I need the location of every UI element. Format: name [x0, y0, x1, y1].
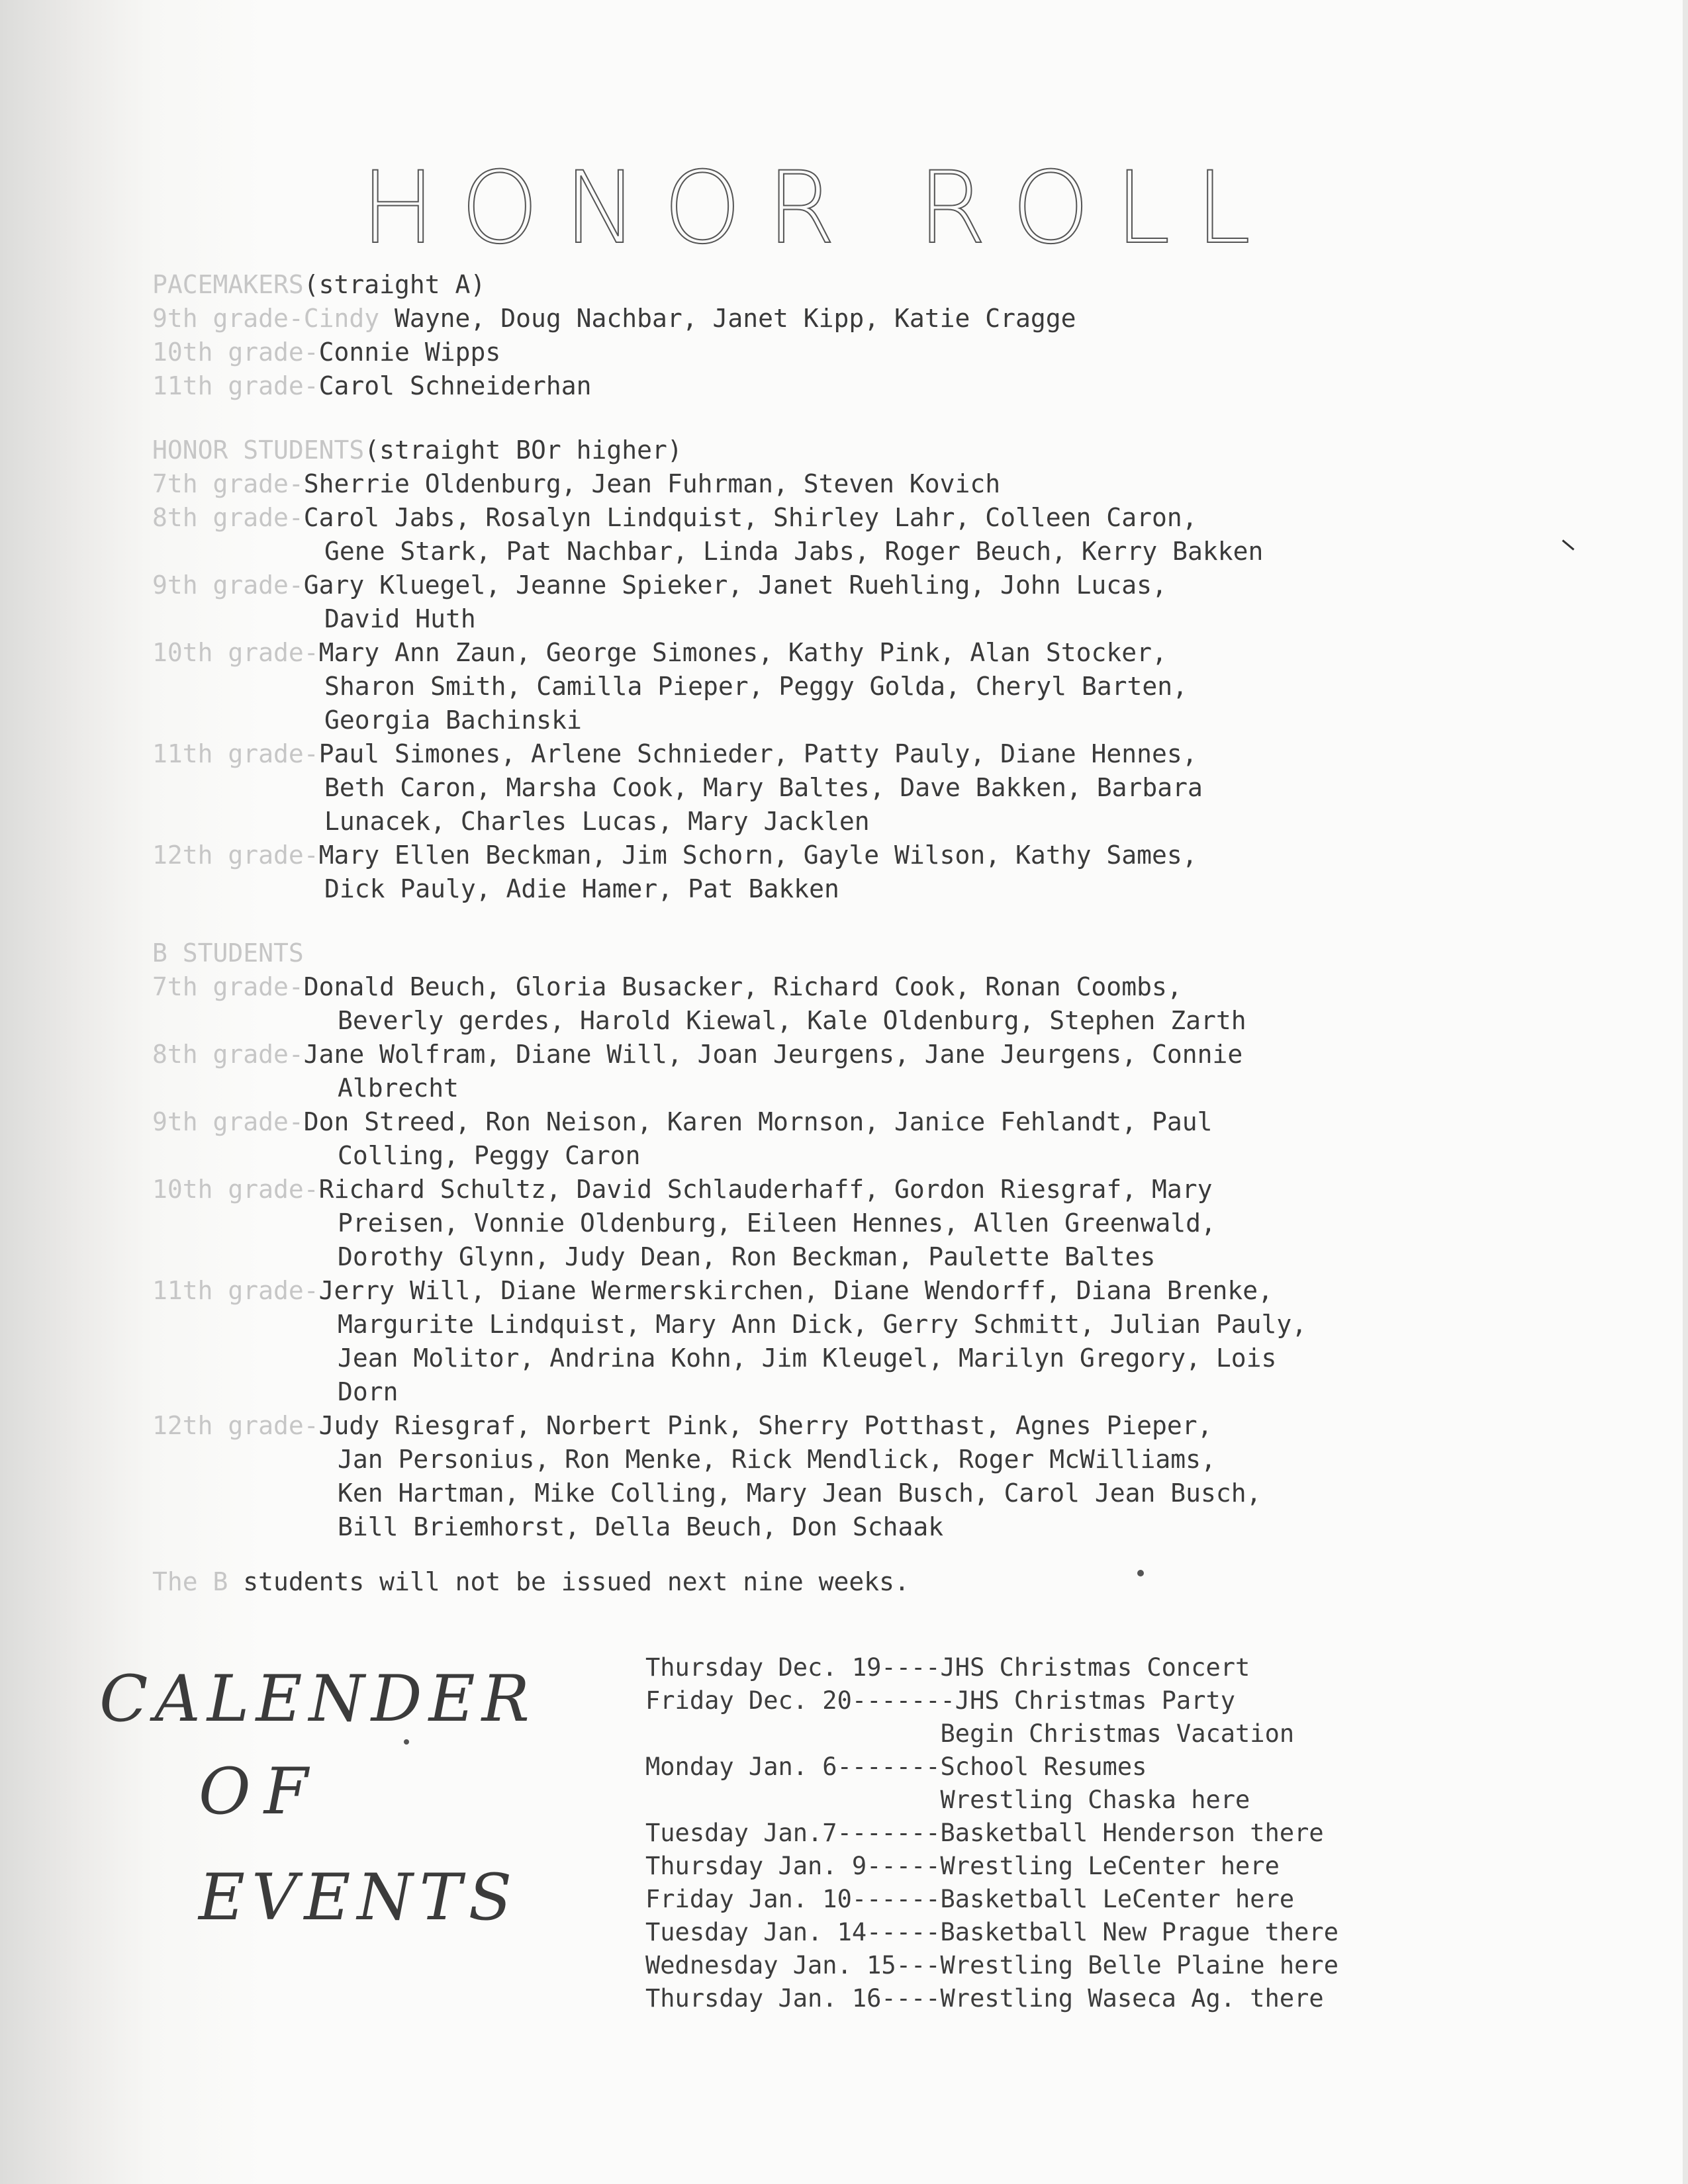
grade-label: 10th grade- [152, 338, 319, 367]
names-text: Gene Stark, Pat Nachbar, Linda Jabs, Roger Beuch, Kerry Bakken [324, 537, 1264, 566]
list-item [152, 636, 1263, 670]
names-text: Beth Caron, Marsha Cook, Mary Baltes, Dave Bakken, Barbara [324, 773, 1203, 802]
names-text: Jane Wolfram, Diane Will, Joan Jeurgens, Jane Jeurgens, Connie [303, 1040, 1243, 1069]
grade-label: 12th grade- [152, 1411, 319, 1440]
names-text: Preisen, Vonnie Oldenburg, Eileen Hennes, Allen Greenwald, [338, 1208, 1216, 1238]
list-item [152, 1173, 1307, 1206]
b-groups [152, 970, 1307, 1544]
page-title: HONOR ROLL [361, 151, 1276, 266]
event-item: Thursday Dec. 19----JHS Christmas Concert [645, 1653, 1250, 1682]
event-item: Thursday Jan. 16----Wrestling Waseca Ag. there [645, 1984, 1324, 2013]
list-item [152, 569, 1263, 602]
list-item [152, 501, 1263, 535]
ink-spot [404, 1739, 409, 1745]
b-students-section [152, 936, 1307, 1544]
grade-label: 7th grade- [152, 972, 304, 1001]
names-text: Judy Riesgraf, Norbert Pink, Sherry Potthast, Agnes Pieper, [318, 1411, 1213, 1440]
grade-label: 8th grade- [152, 1040, 304, 1069]
heading-faint-text: HONOR STUDENTS [152, 435, 365, 465]
list-item [152, 602, 1263, 636]
event-item: Begin Christmas Vacation [645, 1719, 1295, 1748]
list-item [152, 737, 1263, 771]
grade-label: 12th grade- [152, 841, 319, 870]
list-item [152, 535, 1263, 569]
list-item [152, 1240, 1307, 1274]
event-item: Wrestling Chaska here [645, 1786, 1250, 1814]
names-text: Jerry Will, Diane Wermerskirchen, Diane Wendorff, Diana Brenke, [318, 1276, 1273, 1305]
list-item [152, 1375, 1307, 1409]
section-heading [152, 936, 1307, 970]
names-text: Lunacek, Charles Lucas, Mary Jacklen [324, 807, 870, 836]
grade-label: 9th grade-Cindy [152, 304, 395, 333]
names-text: Jean Molitor, Andrina Kohn, Jim Kleugel, Marilyn Gregory, Lois [338, 1343, 1277, 1373]
list-item [152, 1139, 1307, 1173]
list-item [152, 1342, 1307, 1375]
names-text: Dick Pauly, Adie Hamer, Pat Bakken [324, 874, 839, 903]
names-text: Bill Briemhorst, Della Beuch, Don Schaak [338, 1512, 944, 1541]
list-item [152, 336, 1076, 369]
honor-groups [152, 467, 1263, 906]
names-text: Paul Simones, Arlene Schnieder, Patty Pauly, Diane Hennes, [318, 739, 1197, 768]
names-text: Jan Personius, Ron Menke, Rick Mendlick, Roger McWilliams, [338, 1445, 1216, 1474]
list-item [152, 1038, 1307, 1071]
event-item: Wednesday Jan. 15---Wrestling Belle Plaine here [645, 1951, 1338, 1979]
event-item: Friday Dec. 20-------JHS Christmas Party [645, 1686, 1236, 1715]
calendar-of-events-label [93, 1648, 596, 1952]
heading-faint-text: B STUDENTS [152, 938, 304, 968]
names-text: Sherrie Oldenburg, Jean Fuhrman, Steven Kovich [303, 469, 1001, 498]
list-item [152, 670, 1263, 704]
names-text: Donald Beuch, Gloria Busacker, Richard Cook, Ronan Coombs, [303, 972, 1182, 1001]
section-heading [152, 433, 1263, 467]
names-text: Margurite Lindquist, Mary Ann Dick, Gerry Schmitt, Julian Pauly, [338, 1310, 1307, 1339]
names-text: Gary Kluegel, Jeanne Spieker, Janet Ruehling, John Lucas, [303, 570, 1167, 600]
list-item [152, 1510, 1307, 1544]
grade-label: 7th grade- [152, 469, 304, 498]
names-text: Ken Hartman, Mike Colling, Mary Jean Busch, Carol Jean Busch, [338, 1479, 1262, 1508]
section-heading [152, 268, 1076, 302]
of-word: OF [199, 1754, 322, 1829]
grade-label: 10th grade- [152, 1175, 319, 1204]
names-text: Richard Schultz, David Schlauderhaff, Gordon Riesgraf, Mary [318, 1175, 1213, 1204]
heading-text: (straight BOr higher) [364, 435, 682, 465]
list-item [152, 467, 1263, 501]
list-item [152, 704, 1263, 737]
event-item: Tuesday Jan. 14-----Basketball New Prague there [645, 1918, 1338, 1946]
list-item [152, 1071, 1307, 1105]
names-text: Carol Jabs, Rosalyn Lindquist, Shirley Lahr, Colleen Caron, [303, 503, 1197, 532]
names-text: Mary Ellen Beckman, Jim Schorn, Gayle Wilson, Kathy Sames, [318, 841, 1197, 870]
list-item [152, 1004, 1307, 1038]
list-item [152, 1477, 1307, 1510]
names-text: Wayne, Doug Nachbar, Janet Kipp, Katie Cragge [395, 304, 1076, 333]
names-text: Albrecht [338, 1073, 459, 1103]
list-item [152, 302, 1076, 336]
ink-spot [1137, 1570, 1144, 1576]
grade-label: 11th grade- [152, 739, 319, 768]
list-item [152, 839, 1263, 872]
grade-label: 8th grade- [152, 503, 304, 532]
list-item [152, 1105, 1307, 1139]
list-item [152, 1308, 1307, 1342]
grade-label: 10th grade- [152, 638, 319, 667]
list-item [152, 1409, 1307, 1443]
grade-label: 9th grade- [152, 1107, 304, 1136]
list-item [152, 872, 1263, 906]
names-text: Connie Wipps [318, 338, 501, 367]
names-text: Mary Ann Zaun, George Simones, Kathy Pink, Alan Stocker, [318, 638, 1167, 667]
honor-students-section [152, 433, 1263, 906]
list-item [152, 771, 1263, 805]
event-item: Thursday Jan. 9-----Wrestling LeCenter here [645, 1852, 1280, 1880]
names-text: Colling, Peggy Caron [338, 1141, 641, 1170]
calendar-word: CALENDER [99, 1662, 536, 1736]
list-item [152, 970, 1307, 1004]
names-text: Beverly gerdes, Harold Kiewal, Kale Oldenburg, Stephen Zarth [338, 1006, 1246, 1035]
heading-text: (straight A) [303, 270, 486, 299]
calendar-label-drawing [93, 1648, 596, 1952]
list-item [152, 369, 1076, 403]
list-item [152, 1206, 1307, 1240]
note-faint-text: The B [152, 1567, 244, 1596]
names-text: Dorn [338, 1377, 399, 1406]
b-students-note [152, 1565, 910, 1599]
names-text: Carol Schneiderhan [318, 371, 592, 400]
list-item [152, 805, 1263, 839]
grade-label: 11th grade- [152, 1276, 319, 1305]
event-item: Monday Jan. 6-------School Resumes [645, 1752, 1147, 1781]
names-text: David Huth [324, 604, 476, 633]
names-text: Dorothy Glynn, Judy Dean, Ron Beckman, Paulette Baltes [338, 1242, 1156, 1271]
event-item: Tuesday Jan.7-------Basketball Henderson there [645, 1819, 1324, 1847]
page-edge [1683, 0, 1688, 2184]
grade-label: 11th grade- [152, 371, 319, 400]
pacemakers-section [152, 268, 1076, 403]
names-text: Don Streed, Ron Neison, Karen Mornson, Janice Fehlandt, Paul [303, 1107, 1213, 1136]
events-word: EVENTS [199, 1860, 519, 1934]
names-text: Georgia Bachinski [324, 705, 582, 735]
note-text: students will not be issued next nine weeks. [243, 1567, 910, 1596]
list-item [152, 1274, 1307, 1308]
events-list [645, 1651, 1338, 2015]
list-item [152, 1443, 1307, 1477]
event-item: Friday Jan. 10------Basketball LeCenter here [645, 1885, 1295, 1913]
names-text: Sharon Smith, Camilla Pieper, Peggy Golda, Cheryl Barten, [324, 672, 1188, 701]
grade-label: 9th grade- [152, 570, 304, 600]
heading-faint-text: PACEMAKERS [152, 270, 304, 299]
